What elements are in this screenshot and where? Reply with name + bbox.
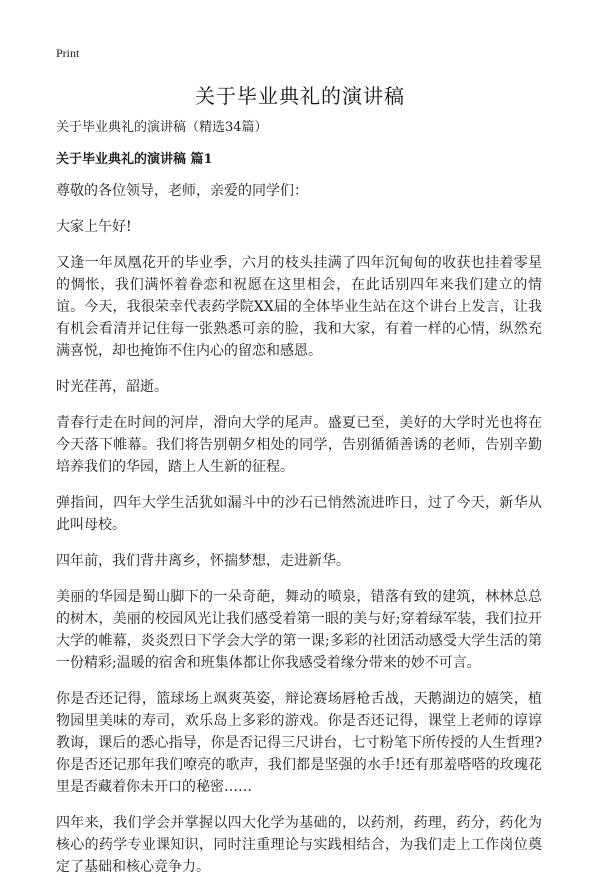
- section-heading: 关于毕业典礼的演讲稿 篇1: [56, 152, 213, 167]
- paragraph-salutation: 尊敬的各位领导，老师，亲爱的同学们：: [56, 183, 308, 199]
- paragraph: 四年来，我们学会并掌握以四大化学为基础的，以药剂，药理，药分，药化为核心的药学专业课知识，同时注重理论与实践相结合，为我们走上工作岗位奠定了基础和核心竞争力。: [56, 815, 542, 875]
- document-title: 关于毕业典礼的演讲稿: [195, 84, 405, 108]
- paragraph: 青春行走在时间的河岸，滑向大学的尾声。盛夏已至，美好的大学时光也将在今天落下帷幕。我们将告别朝夕相处的同学，告别循循善诱的老师，告别辛勤培养我们的华园，踏上人生新的征程。: [56, 415, 542, 475]
- document-subtitle: 关于毕业典礼的演讲稿（精选34篇）: [56, 120, 268, 135]
- document-body: [56, 118, 542, 892]
- paragraph: 又逢一年凤凰花开的毕业季，六月的枝头挂满了四年沉甸甸的收获也挂着零星的惆怅，我们满怀着眷恋和祝愿在这里相会，在此话别四年来我们建立的情谊。今天，我很荣幸代表药学院XX届的全体毕业生站在这个讲台上发言，让我有机会看清并记住每一张熟悉可亲的脸，我和大家，有着一样的心情，纵然充满喜悦，却也掩饰不住内心的留恋和感恩。: [56, 255, 542, 359]
- print-link[interactable]: Print: [56, 46, 80, 60]
- paragraph: 四年前，我们背井离乡，怀揣梦想，走进新华。: [56, 553, 350, 569]
- paragraph-greeting: 大家上午好!: [56, 219, 132, 235]
- paragraph: 时光荏苒，韶逝。: [56, 379, 168, 395]
- paragraph: 弹指间，四年大学生活犹如漏斗中的沙石已悄然流进昨日，过了今天，新华从此叫母校。: [56, 495, 542, 533]
- paragraph: 美丽的华园是蜀山脚下的一朵奇葩，舞动的喷泉，错落有致的建筑，林林总总的树木，美丽的校园风光让我们感受着第一眼的美与好;穿着绿军装，我们拉开大学的帷幕，炎炎烈日下学会大学的第一课;多彩的社团活动感受大学生活的第一份精彩;温暖的宿舍和班集体都让你我感受着缘分带来的妙不可言。: [56, 589, 542, 671]
- paragraph: 你是否还记得，篮球场上飒爽英姿，辩论赛场唇枪舌战，天鹅湖边的嬉笑，植物园里美味的寿司，欢乐岛上多彩的游戏。你是否还记得，课堂上老师的谆谆教诲，课后的悉心指导，你是否记得三尺讲台，七寸粉笔下所传授的人生哲理?你是否还记那年我们嘹亮的歌声，我们都是坚强的水手!还有那羞嗒嗒的玫瑰花里是否藏着你未开口的秘密……: [56, 691, 542, 795]
